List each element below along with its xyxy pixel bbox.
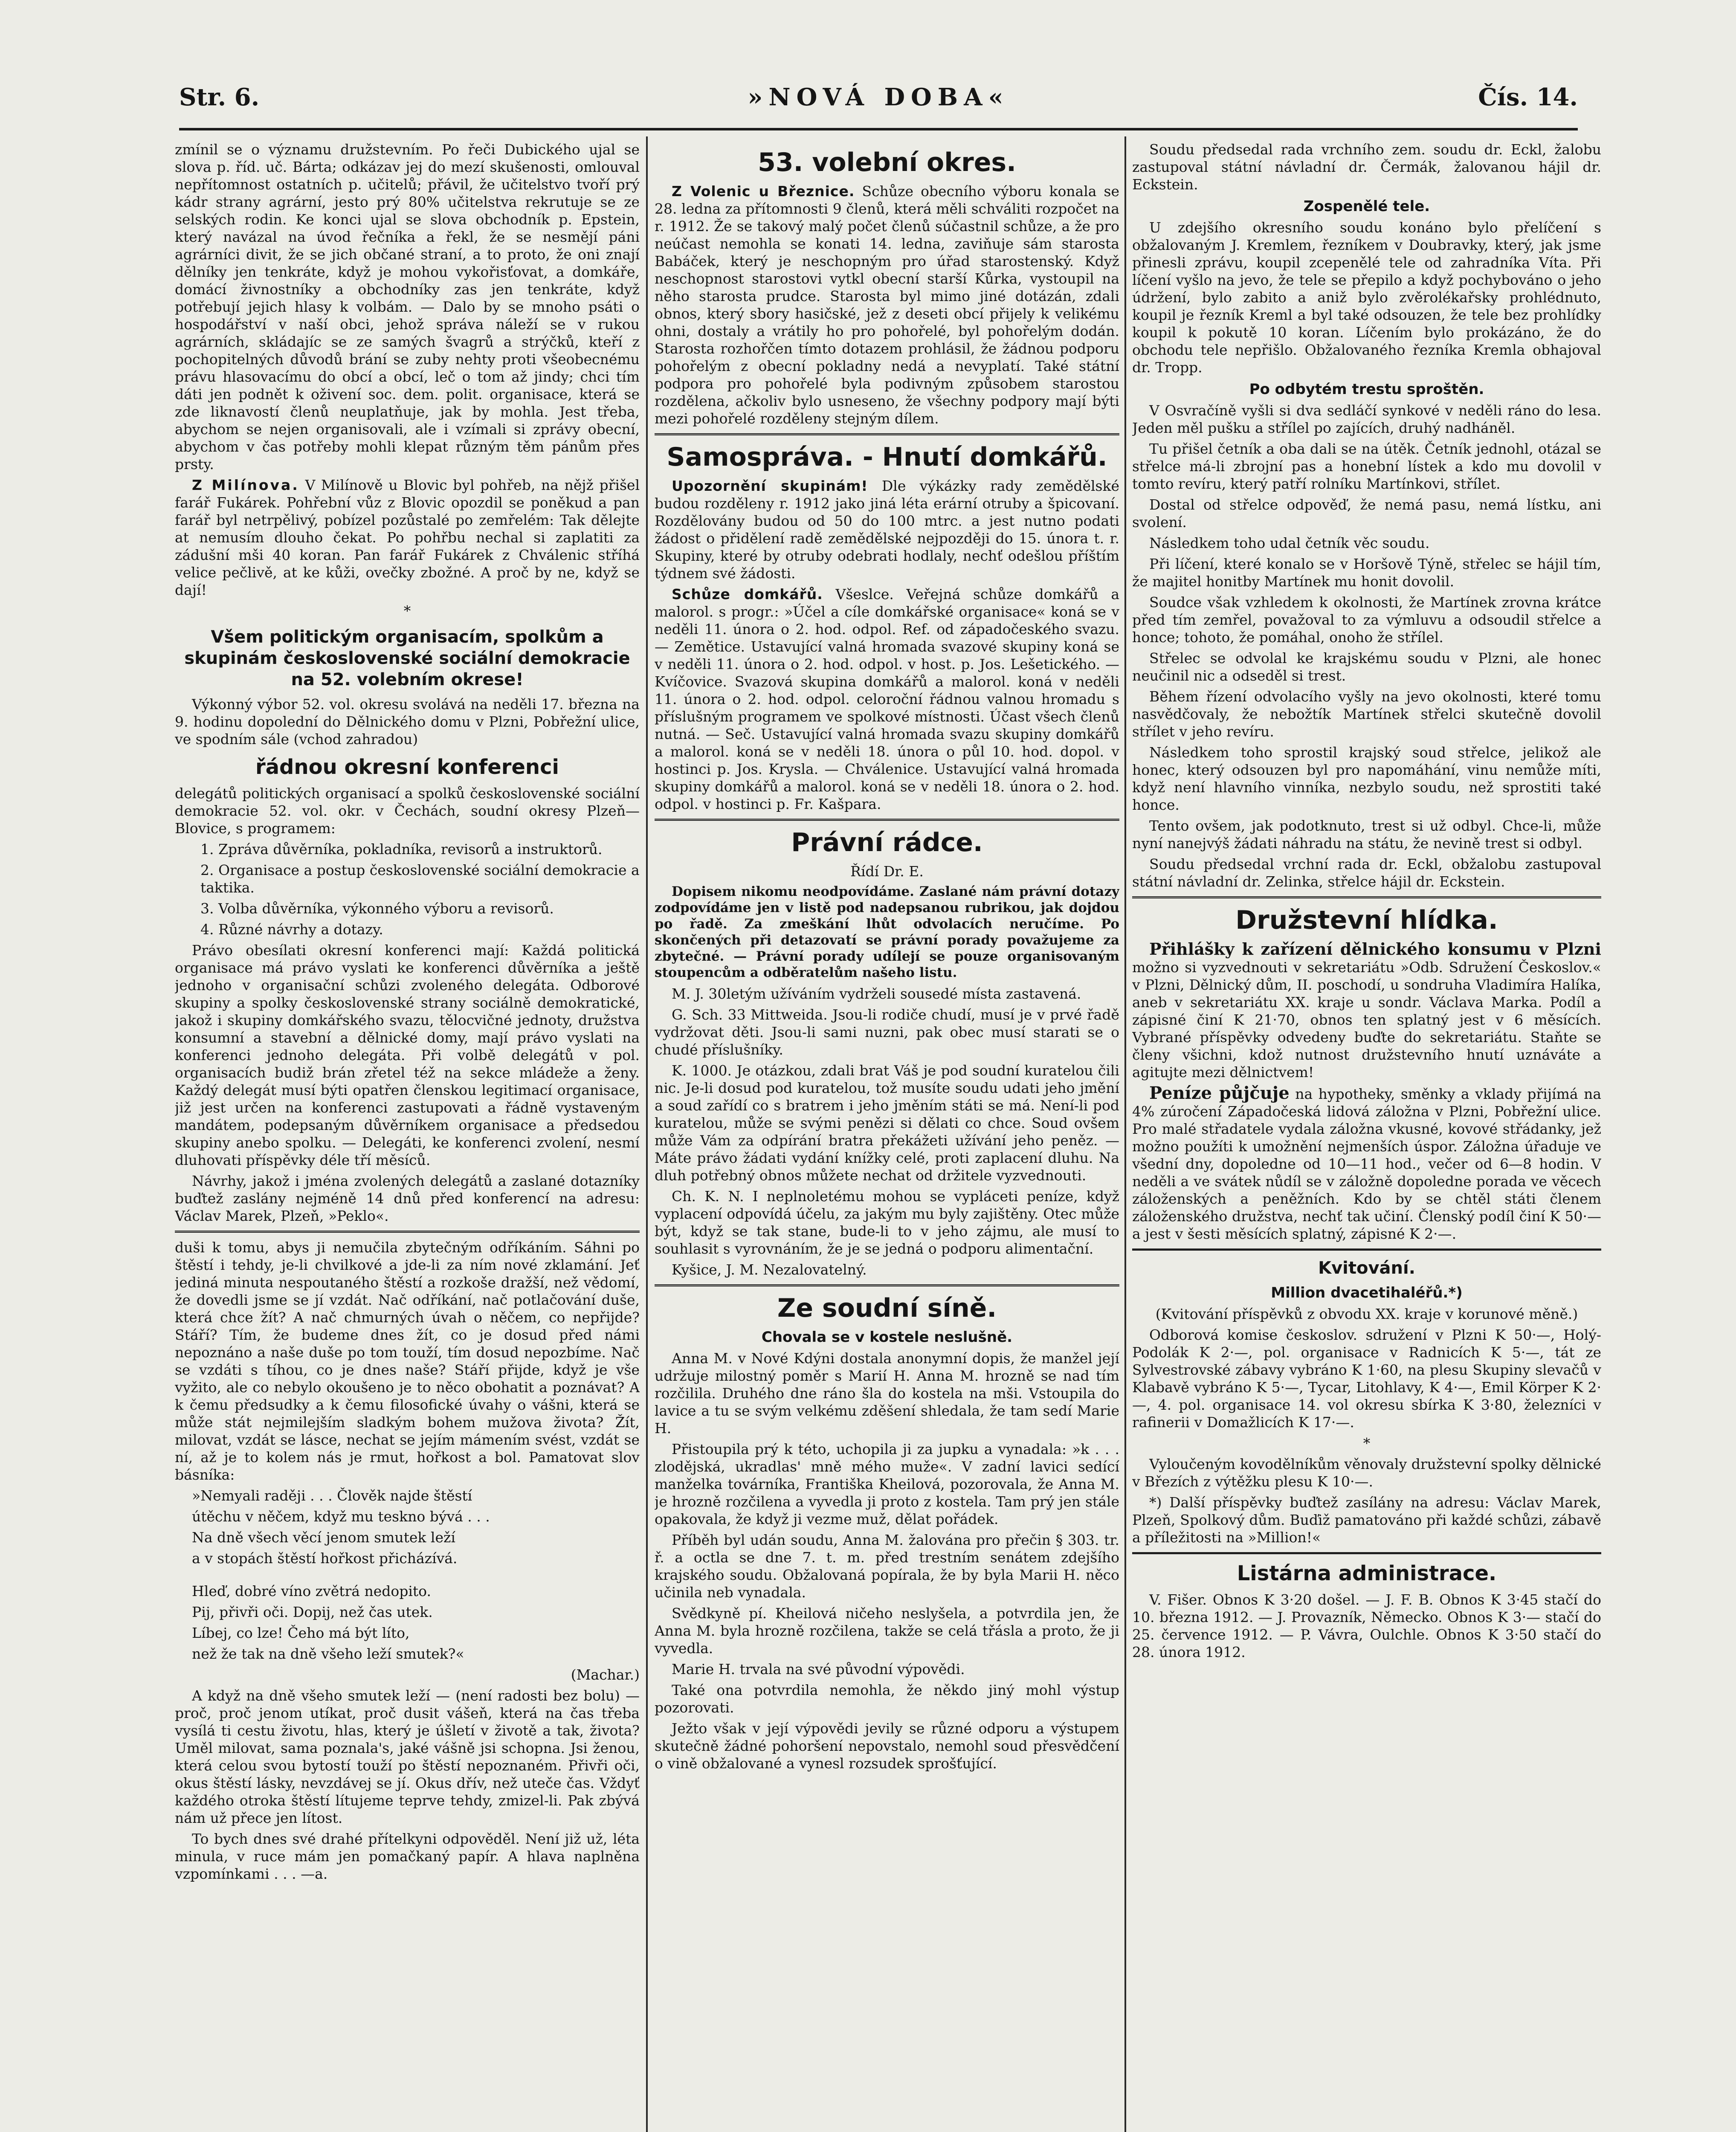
court-title: Ze soudní síně.: [777, 1293, 997, 1323]
receipts-footnote: *) Další příspěvky buďtež zasílány na adresu: Václav Marek, Plzeň, Spolkový dům. Buďiž pamatováno při každé schůzi, zábavě a příležitosti na »Million!«: [1132, 1494, 1601, 1546]
receipts-subtitle-note: (Kvitování příspěvků z obvodu XX. kraje v korunové měně.): [1155, 1306, 1578, 1322]
column-3: [1132, 141, 1601, 2132]
cooperative-paragraph: Peníze půjčuje na hypotheky, směnky a vklady přijímá na 4% zúročení Západočeská lidová záložna v Plzni, Pobřežní ulice. Pro malé střadatele vydala záložna vkusné, kovové střádanky, jež možno použíti k umožnění nejmenších úspor. Záložna úřaduje ve všední dny, dopoledne od 10—11 hod., večer od 6—8 hodin. V neděli a ve svátek nůdíl se v záložně dopoledne porada ve věcech záloženských a peněžních. Kdo by se chtěl státi členem záloženského družstva, nechť tak učiní. Členský podíl činí K 50·— a jest v šesti měsících splatný, zápisné K 2·—.: [1132, 1083, 1601, 1242]
legal-answer: M. J. 30letým užíváním vydrželi sousedé místa zastavená.: [672, 985, 1081, 1002]
section-rule: [655, 1284, 1119, 1286]
column-2: [655, 141, 1119, 2132]
feuilleton-rule: [175, 1231, 640, 1233]
section-rule: [1132, 896, 1601, 898]
legal-advice-editor: Řídí Dr. E.: [850, 863, 924, 880]
district-title: 53. volební okres.: [758, 148, 1016, 177]
receipts-title: Kvitování.: [1318, 1258, 1415, 1278]
program-item: 4. Různé návrhy a dotazy.: [200, 921, 383, 938]
poem-line: »Nemyali raději . . . Člověk najde štěstí: [192, 1487, 472, 1504]
court-paragraph: Svědkyně pí. Kheilová ničeho neslyšela, a potvrdila jen, že Anna M. byla hrozně rozčilena, takže se celá třásla a proto, že ji vyvedla.: [655, 1605, 1119, 1657]
acquittal-paragraph: Střelec se odvolal ke krajskému soudu v Plzni, ale honec neučinil nic a odseděl si trest.: [1132, 650, 1601, 684]
conference-title: řádnou okresní konferenci: [255, 755, 559, 779]
receipts-paragraph: Odborová komise českoslov. sdružení v Plzni K 50·—, Holý-Podolák K 2·—, pol. organisace v Radnicích K 5·—, tát ze Sylvestrovské zábavy vybráno K 1·60, na plesu Skupiny slevačů v Klabavě vybráno K 5·—, Tycar, Litohlavy, K 4·—, Emil Körper K 2·—, 4. pol. organisace 14. vol okresu sbírka K 3·80, železníci v rafinerii v Domažlicích K 17·—.: [1132, 1327, 1601, 1431]
section-rule: [655, 433, 1119, 435]
acquittal-title: Po odbytém trestu sproštěn.: [1249, 381, 1484, 398]
court-closing: Soudu předsedal rada vrchního zem. soudu dr. Eckl, žalobu zastupoval státní návladní dr. Čermák, žalovanou hájil dr. Eckstein.: [1132, 141, 1601, 193]
receipts-subtitle: Million dvacetihaléřů.*): [1271, 1284, 1463, 1301]
poem-line: a v stopách štěstí hořkost přicházívá.: [192, 1550, 458, 1567]
column-divider: [646, 136, 648, 2132]
program-item: 3. Volba důvěrníka, výkonného výboru a revisorů.: [200, 900, 554, 917]
acquittal-paragraph: Tu přišel četník a oba dali se na útěk. Četník jednohl, otázal se střelce má-li zbrojní pas a honební lístek a kdo mu dovolil v tomto revíru, který patří rolníku Martínkovi, střílet.: [1132, 440, 1601, 492]
acquittal-paragraph: V Osvračíně vyšli si dva sedláčí synkové v neděli ráno do lesa. Jeden měl pušku a střílel po zajících, druhý nadháněl.: [1132, 402, 1601, 436]
acquittal-paragraph: Tento ovšem, jak podotknuto, trest si už odbyl. Chce-li, může nyní nanejvýš žádati náhradu na státu, že nevině trest si odbyl.: [1132, 817, 1601, 852]
court-paragraph: Anna M. v Nové Kdýni dostala anonymní dopis, že manžel její udržuje milostný poměr s Marií H. Anna M. hrozně se nad tím rozčilila. Druhého dne ráno šla do kostela na mši. Vstoupila do lavice a tu se svým velkému zděšení shledala, že tam sedí Marie H.: [655, 1350, 1119, 1437]
legal-answer: Ch. K. N. I neplnoletému mohou se vypláceti peníze, když vyplacení odpovídá účelu, za jakým mu byly zajištěny. Otec může být, když se tak stane, bude-li to v jeho zájmu, ale musí to souhlasit s vyrovnáním, že je se jedná o podporu alimentační.: [655, 1188, 1119, 1257]
calf-paragraph: U zdejšího okresního soudu konáno bylo přelíčení s obžalovaným J. Kremlem, řezníkem v Doubravky, který, jak jsme přinesli zprávu, koupil zcepenělé tele od zahradníka Víta. Při líčení vyšlo na jevo, že tele se přepilo a když pochybováno o jeho údržení, bylo zabito a aniž bylo zvěrolékařsky prohlédnuto, koupil je řezník Kreml a byl také odsouzen, že tele bez prohlídky koupil k pokutě 10 koran. Líčením bylo prokázáno, že do obchodu tele nepřišlo. Obžalovaného řezníka Kremla obhajoval dr. Tropp.: [1132, 219, 1601, 376]
poem-author: (Machar.): [571, 1666, 640, 1683]
program-item: 1. Zpráva důvěrníka, pokladníka, revisorů a instruktorů.: [200, 841, 603, 857]
legal-advice-note: Dopisem nikomu neodpovídáme. Zaslané nám právní dotazy zodpovídáme jen v listě pod nadepsanou rubrikou, jak dojdou po řadě. Za zmeškání lhůt odvolacích neručíme. Po skončených při detazovatí se právní porady považujeme za zbytečné. — Právní porady udílejí se pouze organisovaným stoupencům a odběratelům našeho listu.: [655, 884, 1119, 980]
feuilleton-paragraph: duši k tomu, abys ji nemučila zbytečným odříkáním. Sáhni po štěstí i tehdy, je-li chvilkové a jde-li za ním nové zklamání. Jeť jediná minuta nespoutaného štěstí a rozkoše dražší, než vědomí, že dovedli jsme se jí vzdát. Nač odříkání, nač potlačování duše, která chce žít? A nač chmurných úvah o něčem, co nepřijde? Stáří? Tím, že budeme dnes žít, co je dosud před námi nepoznáno a naše duše po tom touží, tím dosud nepozbíme. Nač se vzdáti s tíhou, co je dnes naše? Stáří přijde, když je vše vyžito, ale co nebylo okoušeno je to něco obohatit a poznávat? A k čemu předsudky a k čemu filosofické úvahy o vášni, která se může stát nejmilejším sladkým bohem mužova života? Žít, milovat, vzdát se lásce, nechat se jejím mámením svést, vzdát se ní, až je to kolem nás je rmut, hořkost a bol. Pamatovat slov básníka:: [175, 1239, 640, 1483]
feuilleton-paragraph: A když na dně všeho smutek leží — (není radosti bez bolu) — proč, proč jenom utíkat, proč dusit vášeň, která na čas třeba vysílá ti cestu životu, hlas, který je úšletí v životě a tak, života? Uměl milovat, sama poznala's, jaké vášně jsi schopna. Jsi ženou, která celou svou bytostí touží po štěstí nepoznaném. Přivři oči, okus štěstí lásky, nevzdávej se jí. Okus dřív, než uteče čas. Vždyť každého otroka štěstí lítujeme teprve tehdy, zmizel-li. Pak zbývá nám už přece jen lítost.: [175, 1687, 640, 1826]
section-rule: [1132, 1248, 1601, 1251]
court-paragraph: Přistoupila prý k této, uchopila ji za jupku a vynadala: »k . . . zlodějská, ukradlas' mně mého muže«. V zadní lavici sedící manželka továrníka, Františka Kheilová, pozorovala, že Anna M. je hrozně rozčilena a vyvedla ji proto z kostela. Tam prý jen stále opakovala, že když ji vezme muž, dělat pořádek.: [655, 1441, 1119, 1527]
acquittal-paragraph: Dostal od střelce odpověď, že nemá pasu, nemá lístku, ani svolení.: [1132, 496, 1601, 530]
page-header: [179, 83, 1578, 122]
poem-line: útěchu v něčem, když mu teskno bývá . . .: [192, 1508, 490, 1525]
legal-advice-title: Právní rádce.: [791, 828, 983, 857]
conference-paragraph: delegátů politických organisací a spolků československé sociální demokracie 52. vol. okr. v Čechách, soudní okresy Plzeň—Blovice, s programem:: [175, 785, 640, 837]
legal-answer: G. Sch. 33 Mittweida. Jsou-li rodiče chudí, musí je v prvé řadě vydržovat děti. Jsou-li sami nuzni, pak obec musí starati se o chudé příslušníky.: [655, 1006, 1119, 1058]
court-paragraph: Ježto však v její výpovědi jevily se různé odporu a výstupem skutečně žádné pohoršení nepovstalo, nemohl soud přesvědčení o vině obžalované a vynesl rozsudek sprošťující.: [655, 1720, 1119, 1772]
appeal-paragraph: Výkonný výbor 52. vol. okresu svolává na neděli 17. března na 9. hodinu dopolední do Dělnického domu v Plzni, Pobřežní ulice, ve spodním sále (vchod zahradou): [175, 696, 640, 747]
court-paragraph: Příběh byl udán soudu, Anna M. žalována pro přečin § 303. tr. ř. a octla se dne 7. t. m. před trestním senátem zdejšího krajského soudu. Obžalovaná popírala, že by byla Marii H. něco učinila neb vynadala.: [655, 1532, 1119, 1601]
conference-rights: Právo obesílati okresní konferenci mají: Každá politická organisace má právo vyslati ke konferenci důvěrníka a ještě jednoho v organisační schůzi zvoleného delegáta. Odborové skupiny a spolky československé strany sociálně demokratické, jakož i skupiny domkářského svazu, tělocvičné jednoty, družstva konsumní a stavební a dělnické domy, mají právo vyslati na konferenci jednoho delegáta. Při volbě delegátů v pol. organisacích budiž brán zřetel též na sekce mládeže a ženy. Každý delegát musí býti opatřen členskou legitimací organisace, již jest určen na konferenci zastupovati a řádně vystaveným mandátem, podepsaným důvěrníkem organisace a předsedou skupiny anebo spolku. — Delegáti, ke konferenci zvolení, nesmí dluhovati příspěvky déle tří měsíců.: [175, 942, 640, 1168]
receipts-paragraph: Vyloučeným kovodělníkům věnovaly družstevní spolky dělnické v Březích z výtěžku plesu K 10·—.: [1132, 1456, 1601, 1490]
newspaper-title: »NOVÁ DOBA«: [748, 83, 1009, 111]
acquittal-paragraph: Následkem toho udal četník věc soudu.: [1149, 535, 1430, 551]
column-1: [175, 141, 640, 2132]
acquittal-paragraph: Během řízení odvolacího vyšly na jevo okolnosti, které tomu nasvědčovaly, že nebožtík Martínek střelci skutečně dovolil střílet v jeho revíru.: [1132, 688, 1601, 740]
poem-line: Líbej, co lze! Čeho má být líto,: [192, 1625, 410, 1641]
separator-star: *: [1363, 1435, 1371, 1451]
header-rule: [179, 128, 1578, 130]
section-rule: [1132, 1552, 1601, 1554]
court-subtitle: Chovala se v kostele neslušně.: [761, 1329, 1013, 1346]
acquittal-paragraph: Následkem toho sprostil krajský soud střelce, jelikož ale honec, který odsouzen byl pro napomáhání, vinu nemůže míti, když není hlavního vinníka, nezbylo soudu, než sprostiti také honce.: [1132, 744, 1601, 813]
meetings-list: Schůze domkářů. Všeslce. Veřejná schůze domkářů a malorol. s progr.: »Účel a cíle domkářské organisace« koná se v neděli 11. února o 2. hod. odpol. Ref. od západočeského svazu. — Zemětice. Ustavující valná hromada svazové skupiny koná se v neděli 11. února o 2. hod. odpol. v host. p. Jos. Lešetického. — Kvíčovice. Svazová skupina domkářů a malorol. koná v neděli 11. února o 2. hod. odpol. celoroční řádnou valnou hromadu s příslušným programem ve spolkové místnosti. Účast všech členů nutná. — Seč. Ustavující valná hromada svazu skupiny domkářů a malorol. koná se v neděli 18. února o půl 10. hod. dopol. v hostinci p. Jos. Krysla. — Chválenice. Ustavující valná hromada skupiny domkářů a malorol. koná se v neděli 18. února o 2. hod. odpol. v hostinci p. Fr. Kašpara.: [655, 586, 1119, 812]
cooperative-paragraph: Přihlášky k zařízení dělnického konsumu v Plzni možno si vyzvednouti v sekretariátu »Odb. Sdružení Českoslov.« v Plzni, Dělnický dům, II. poschodí, u sondruha Vladimíra Halíka, aneb v sekretariátu XX. kraje u sondr. Václava Marka. Podíl a zápisné činí K 21·70, obnos ten splatný jest v 6 měsících. Vybrané příspěvky odvedeny buďte do sekretariátu. Staňte se členy všichni, kdož nutnost družstevního hnutí uznáváte a agitujte mezi dělnictvem!: [1132, 939, 1601, 1080]
feuilleton-paragraph: To bych dnes své drahé přítelkyni odpověděl. Není již už, léta minula, v ruce mám jen pomačkaný papír. A hlava naplněna vzpomínkami . . . —a.: [175, 1831, 640, 1882]
poem-line: Pij, přivři oči. Dopij, než čas utek.: [192, 1604, 433, 1620]
poem-gap: [175, 1570, 640, 1579]
intro-paragraph: zmínil se o významu družstevním. Po řeči Dubického ujal se slova p. říd. uč. Bárta; odkázav jej do mezí skušenosti, omlouval nepřítomnost ostatních p. učitelů; přávil, že učitelstvo tvoří prý kádr strany agrární, jesto prý 80% učitelstva rekrutuje se ze selských rodin. Ke konci ujal se slova obchodník p. Epstein, který navázal na úvod řečníka a řekl, že se nesmějí páni agrárníci divit, že se jich občané straní, a to proto, že oni znají dělníky jen tenkráte, když je mohou vykořisťovat, a domkáře, domácí živnostníky a obchodníky zas jen tenkráte, když potřebují jejich hlasy k volbám. — Dalo by se mnoho psáti o hospodářství v naší obci, jehož správa náleží se v rukou agrárních, skládajíc se ze samých švagrů a strýčků, kteří z pochopitelných důvodů brání se zuby nehty proti všeobecnému právu hlasovacímu do obcí a obcí, leč o tom až jindy; chci tím dáti jen podnět k oživení soc. dem. polit. organisace, která se zde liknavostí členů neuplatňuje, jak by mohla. Jest třeba, abychom se nejen organisovali, ale i vzímali si zprávy obecní, abychom v čas potřeby mohli klepat různým těm pánům přes prsty.: [175, 141, 640, 472]
article-volenice: Z Volenic u Březnice. Schůze obecního výboru konala se 28. ledna za přítomnosti 9 členů, která měli schváliti rozpočet na r. 1912. Že se takový malý počet členů súčastnil schůze, a že pro neúčast nemohla se konati 14. ledna, zaviňuje sám starosta Babáček, který je neschopným pro úřad starostenský. Když neschopnost starostovi vytkl obecní starší Kůrka, vystoupil na něho starosta prudce. Starosta byl mimo jiné dotázán, zdali obnos, který sbory hasičské, jež z deseti obcí přijely k velikému ohni, dostaly a vrátily ho pro pohořelé, byl pohořelým dodán. Starosta rozhořčen tímto dotazem prohlásil, že žádnou podporu pohořelým z obecní pokladny nedá a nevyplatí. Také státní podpora pro pohořelé byla podivným způsobem starostou rozdělena, ačkoliv bylo usneseno, že všechny podpory mají býti mezi pohořelé rozděleny stejným dílem.: [655, 183, 1119, 427]
admin-letters-title: Listárna administrace.: [1237, 1561, 1497, 1585]
column-divider: [1124, 136, 1126, 2132]
poem-line: Na dně všech věcí jenom smutek leží: [192, 1529, 455, 1546]
article-milinov: Z Milínova. V Milínově u Blovic byl pohřeb, na nějž přišel farář Fukárek. Pohřební vůz z Blovic opozdil se poněkud a pan farář byl netrpělivý, pobízel pozůstalé po zemřelém: Tak dělejte at nemusím dlouho čekat. Po pohřbu nechal si zaplatiti za zádušní mši 40 koran. Pan farář Fukárek z Chválenic stříhá velice pečlivě, at ke kůži, ovečky zbožné. A proč by ne, když se dají!: [175, 477, 640, 598]
section-rule: [655, 819, 1119, 821]
page-number: Str. 6.: [179, 83, 260, 111]
issue-number: Čís. 14.: [1478, 83, 1578, 111]
acquittal-paragraph: Při líčení, které konalo se v Horšově Týně, střelec se hájil tím, že majitel honitby Martínek mu honit dovolil.: [1132, 556, 1601, 590]
samosprava-title: Samospráva. - Hnutí domkářů.: [667, 442, 1107, 472]
court-paragraph: Také ona potvrdila nemohla, že někdo jiný mohl výstup pozorovati.: [655, 1682, 1119, 1716]
legal-answer: K. 1000. Je otázkou, zdali brat Váš je pod soudní kuratelou čili nic. Je-li dosud pod kuratelou, tož musíte soudu udati jeho jmění a soud zařídí co s bratrem i jeho jměním státi se má. Není-li pod kuratelou, může se svými penězi si dělati co chce. Soud ovšem může Vám za odpírání bratra překážeti užívání jeho peněz. — Máte právo žádati vydání knížky celé, proti zaplacení dluhu. Na dluh potřebný obnos můžete nechat od držitele vyzvednouti.: [655, 1062, 1119, 1184]
appeal-title: Všem politickým organisacím, spolkům a skupinám československé sociální demokracie na 52. volebním okrese!: [184, 627, 630, 689]
admin-letters-paragraph: V. Fišer. Obnos K 3·20 došel. — J. F. B. Obnos K 3·45 stačí do 10. března 1912. — J. Provazník, Německo. Obnos K 3·— stačí do 25. července 1912. — P. Vávra, Oulchle. Obnos K 3·50 stačí do 28. února 1912.: [1132, 1591, 1601, 1660]
acquittal-paragraph: Soudu předsedal vrchní rada dr. Eckl, obžalobu zastupoval státní návladní dr. Zelinka, střelce hájil dr. Eckstein.: [1132, 856, 1601, 890]
program-item: 2. Organisace a postup československé sociální demokracie a taktika.: [200, 862, 640, 896]
notice-groups: Upozornění skupinám! Dle výkázky rady zemědělské budou rozděleny r. 1912 jako jiná léta erární otruby a špicovaní. Rozdělovány budou od 50 do 100 mtrc. a jest nutno podati žádost o přidělení radě zemědělské nejpozději do 15. února t. r. Skupiny, které by otruby odebrati hodlaly, nechť odešlou příštím týdnem své žádosti.: [655, 478, 1119, 582]
court-paragraph: Marie H. trvala na své původní výpovědi.: [672, 1661, 965, 1677]
legal-answer: Kyšice, J. M. Nezalovatelný.: [672, 1261, 867, 1278]
calf-title: Zospenělé tele.: [1303, 198, 1430, 215]
separator-star: *: [403, 603, 411, 619]
cooperative-title: Družstevní hlídka.: [1235, 905, 1498, 935]
poem-line: než že tak na dně všeho leží smutek?«: [192, 1645, 464, 1662]
conference-note: Návrhy, jakož i jména zvolených delegátů a zaslané dotazníky buďtež zaslány nejméně 14 dnů před konferencí na adresu: Václav Marek, Plzeň, »Peklo«.: [175, 1173, 640, 1224]
acquittal-paragraph: Soudce však vzhledem k okolnosti, že Martínek zrovna krátce před tím zemřel, považoval to za výmluvu a odsoudil střelce a honce; tohoto, že pomáhal, onoho že střílel.: [1132, 594, 1601, 646]
poem-line: Hleď, dobré víno zvětrá nedopito.: [192, 1583, 431, 1599]
